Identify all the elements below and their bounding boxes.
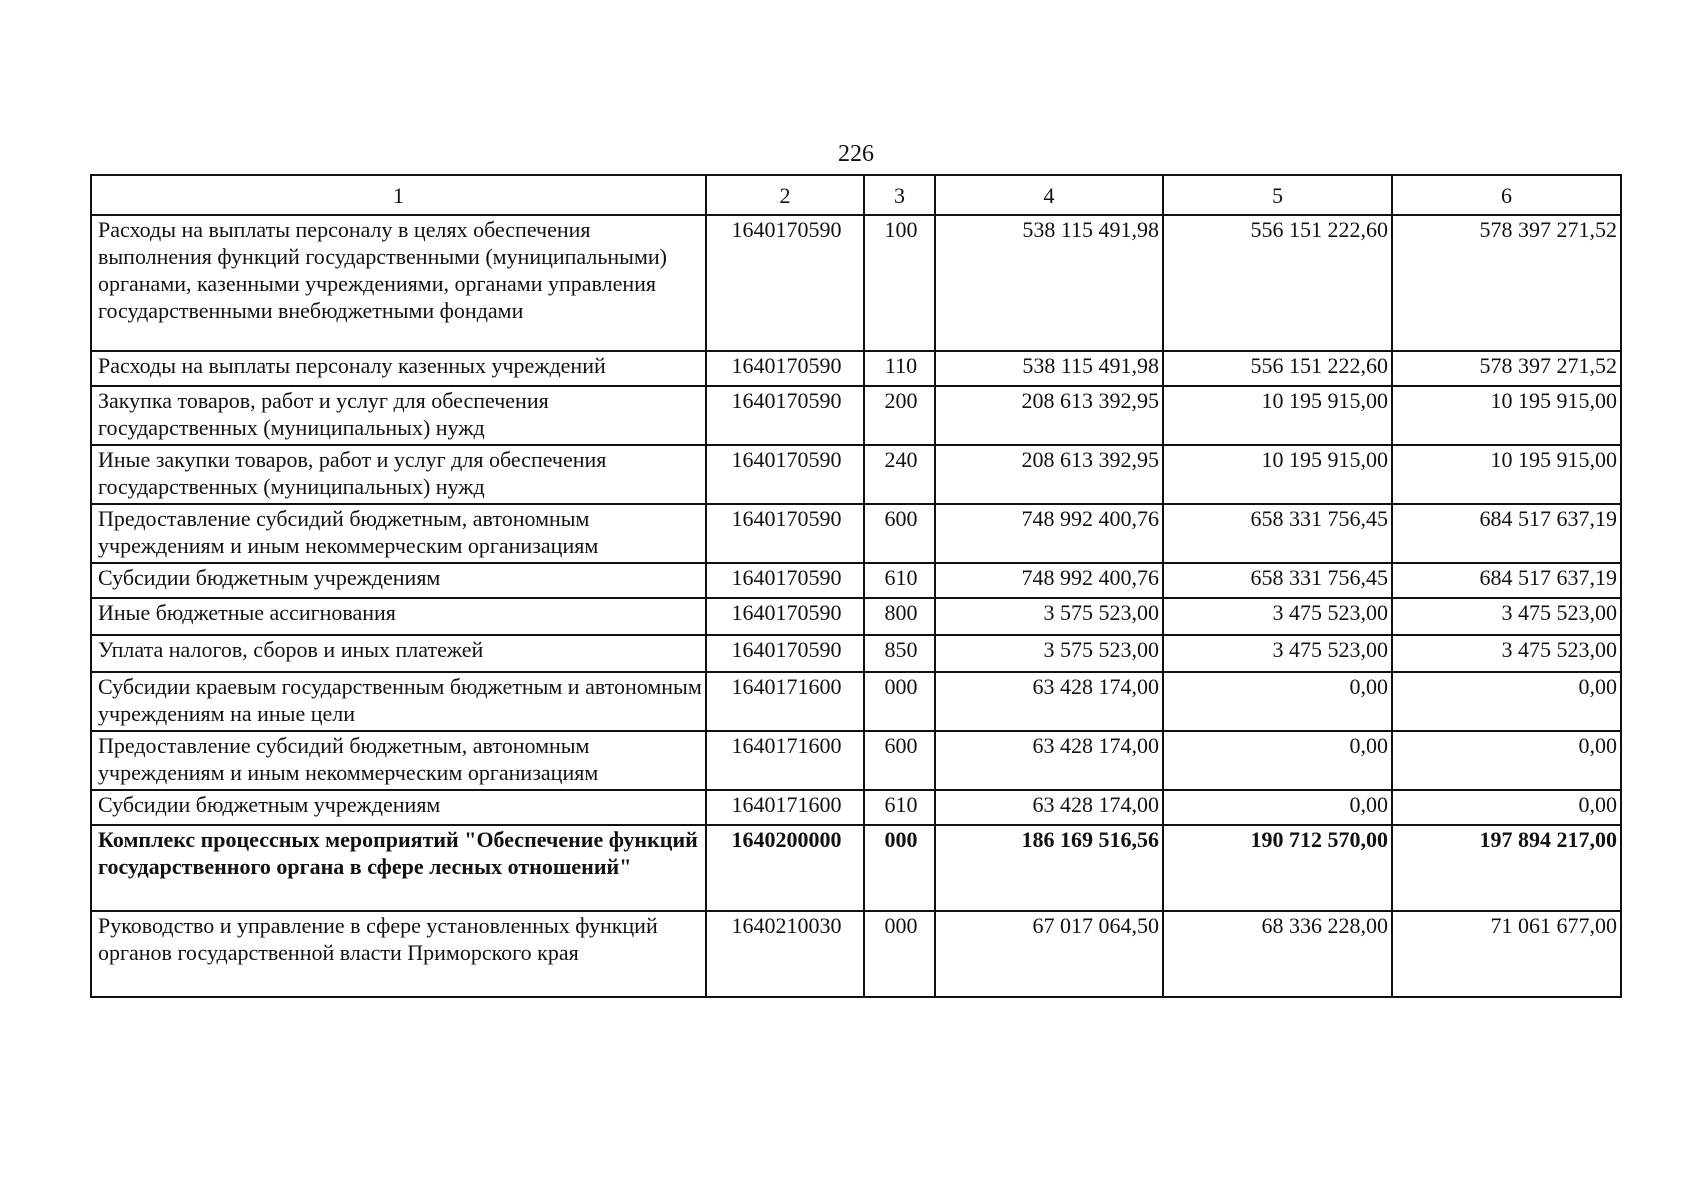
header-cell-6: 6 (1392, 175, 1621, 215)
row-amount-6: 578 397 271,52 (1392, 351, 1621, 386)
row-name: Предоставление субсидий бюджетным, автономным учреждениям и иным некоммерческим организациям (91, 731, 706, 790)
row-amount-6: 3 475 523,00 (1392, 635, 1621, 672)
table-row (91, 445, 1621, 504)
table-row (91, 672, 1621, 731)
table-row-section (91, 825, 1621, 911)
row-name: Расходы на выплаты персоналу в целях обеспечения выполнения функций государственными (муниципальными) органами, казенными учреждениями, органами управления государственными внебюджетными фондами (91, 215, 706, 351)
row-amount-6: 0,00 (1392, 672, 1621, 731)
header-cell-2: 2 (706, 175, 864, 215)
header-cell-5: 5 (1163, 175, 1392, 215)
row-code: 1640170590 (706, 351, 864, 386)
row-code: 1640170590 (706, 598, 864, 635)
header-row (91, 175, 1621, 215)
table-row (91, 563, 1621, 598)
row-code: 1640171600 (706, 790, 864, 825)
row-expense-type: 000 (864, 672, 935, 731)
row-amount-5: 556 151 222,60 (1163, 351, 1392, 386)
row-expense-type: 600 (864, 504, 935, 563)
table-row (91, 386, 1621, 445)
row-name: Субсидии бюджетным учреждениям (91, 790, 706, 825)
row-code: 1640171600 (706, 672, 864, 731)
page-number: 226 (838, 141, 874, 167)
row-amount-4: 186 169 516,56 (935, 825, 1163, 911)
table-row (91, 635, 1621, 672)
row-name: Руководство и управление в сфере установленных функций органов государственной власти Приморского края (91, 911, 706, 997)
row-expense-type: 000 (864, 911, 935, 997)
row-code: 1640170590 (706, 563, 864, 598)
row-amount-5: 0,00 (1163, 731, 1392, 790)
row-amount-5: 68 336 228,00 (1163, 911, 1392, 997)
row-amount-4: 538 115 491,98 (935, 215, 1163, 351)
row-amount-4: 63 428 174,00 (935, 731, 1163, 790)
row-expense-type: 800 (864, 598, 935, 635)
row-amount-4: 538 115 491,98 (935, 351, 1163, 386)
row-expense-type: 850 (864, 635, 935, 672)
row-amount-4: 3 575 523,00 (935, 598, 1163, 635)
row-amount-4: 63 428 174,00 (935, 672, 1163, 731)
table-row (91, 351, 1621, 386)
row-amount-5: 3 475 523,00 (1163, 598, 1392, 635)
header-cell-4: 4 (935, 175, 1163, 215)
table-row (91, 504, 1621, 563)
row-name: Комплекс процессных мероприятий "Обеспечение функций государственного органа в сфере лесных отношений" (91, 825, 706, 911)
header-cell-3: 3 (864, 175, 935, 215)
row-code: 1640200000 (706, 825, 864, 911)
row-amount-6: 684 517 637,19 (1392, 504, 1621, 563)
row-expense-type: 110 (864, 351, 935, 386)
row-expense-type: 600 (864, 731, 935, 790)
row-code: 1640170590 (706, 504, 864, 563)
row-expense-type: 100 (864, 215, 935, 351)
table-row (91, 215, 1621, 351)
row-expense-type: 000 (864, 825, 935, 911)
row-amount-5: 556 151 222,60 (1163, 215, 1392, 351)
row-amount-5: 658 331 756,45 (1163, 563, 1392, 598)
row-amount-4: 748 992 400,76 (935, 563, 1163, 598)
row-amount-5: 658 331 756,45 (1163, 504, 1392, 563)
row-name: Уплата налогов, сборов и иных платежей (91, 635, 706, 672)
row-name: Субсидии краевым государственным бюджетным и автономным учреждениям на иные цели (91, 672, 706, 731)
row-amount-4: 67 017 064,50 (935, 911, 1163, 997)
row-expense-type: 610 (864, 563, 935, 598)
table-row (91, 911, 1621, 997)
row-amount-5: 190 712 570,00 (1163, 825, 1392, 911)
row-amount-6: 578 397 271,52 (1392, 215, 1621, 351)
row-amount-6: 10 195 915,00 (1392, 386, 1621, 445)
row-amount-6: 0,00 (1392, 731, 1621, 790)
row-expense-type: 200 (864, 386, 935, 445)
row-name: Закупка товаров, работ и услуг для обеспечения государственных (муниципальных) нужд (91, 386, 706, 445)
row-amount-4: 208 613 392,95 (935, 386, 1163, 445)
row-amount-6: 71 061 677,00 (1392, 911, 1621, 997)
row-amount-6: 10 195 915,00 (1392, 445, 1621, 504)
row-amount-4: 208 613 392,95 (935, 445, 1163, 504)
row-amount-4: 748 992 400,76 (935, 504, 1163, 563)
row-amount-5: 10 195 915,00 (1163, 386, 1392, 445)
row-code: 1640210030 (706, 911, 864, 997)
row-name: Иные закупки товаров, работ и услуг для обеспечения государственных (муниципальных) нужд (91, 445, 706, 504)
row-name: Расходы на выплаты персоналу казенных учреждений (91, 351, 706, 386)
row-name: Субсидии бюджетным учреждениям (91, 563, 706, 598)
row-code: 1640170590 (706, 386, 864, 445)
row-code: 1640171600 (706, 731, 864, 790)
row-amount-6: 197 894 217,00 (1392, 825, 1621, 911)
row-amount-5: 0,00 (1163, 790, 1392, 825)
table-row (91, 790, 1621, 825)
budget-table (90, 174, 1622, 998)
row-code: 1640170590 (706, 635, 864, 672)
row-code: 1640170590 (706, 445, 864, 504)
table-row (91, 731, 1621, 790)
row-amount-6: 684 517 637,19 (1392, 563, 1621, 598)
row-code: 1640170590 (706, 215, 864, 351)
row-expense-type: 610 (864, 790, 935, 825)
row-amount-4: 63 428 174,00 (935, 790, 1163, 825)
row-amount-6: 3 475 523,00 (1392, 598, 1621, 635)
row-amount-5: 10 195 915,00 (1163, 445, 1392, 504)
header-cell-1: 1 (91, 175, 706, 215)
row-amount-5: 0,00 (1163, 672, 1392, 731)
row-name: Предоставление субсидий бюджетным, автономным учреждениям и иным некоммерческим организациям (91, 504, 706, 563)
row-amount-5: 3 475 523,00 (1163, 635, 1392, 672)
row-amount-6: 0,00 (1392, 790, 1621, 825)
row-expense-type: 240 (864, 445, 935, 504)
row-name: Иные бюджетные ассигнования (91, 598, 706, 635)
row-amount-4: 3 575 523,00 (935, 635, 1163, 672)
table-row (91, 598, 1621, 635)
